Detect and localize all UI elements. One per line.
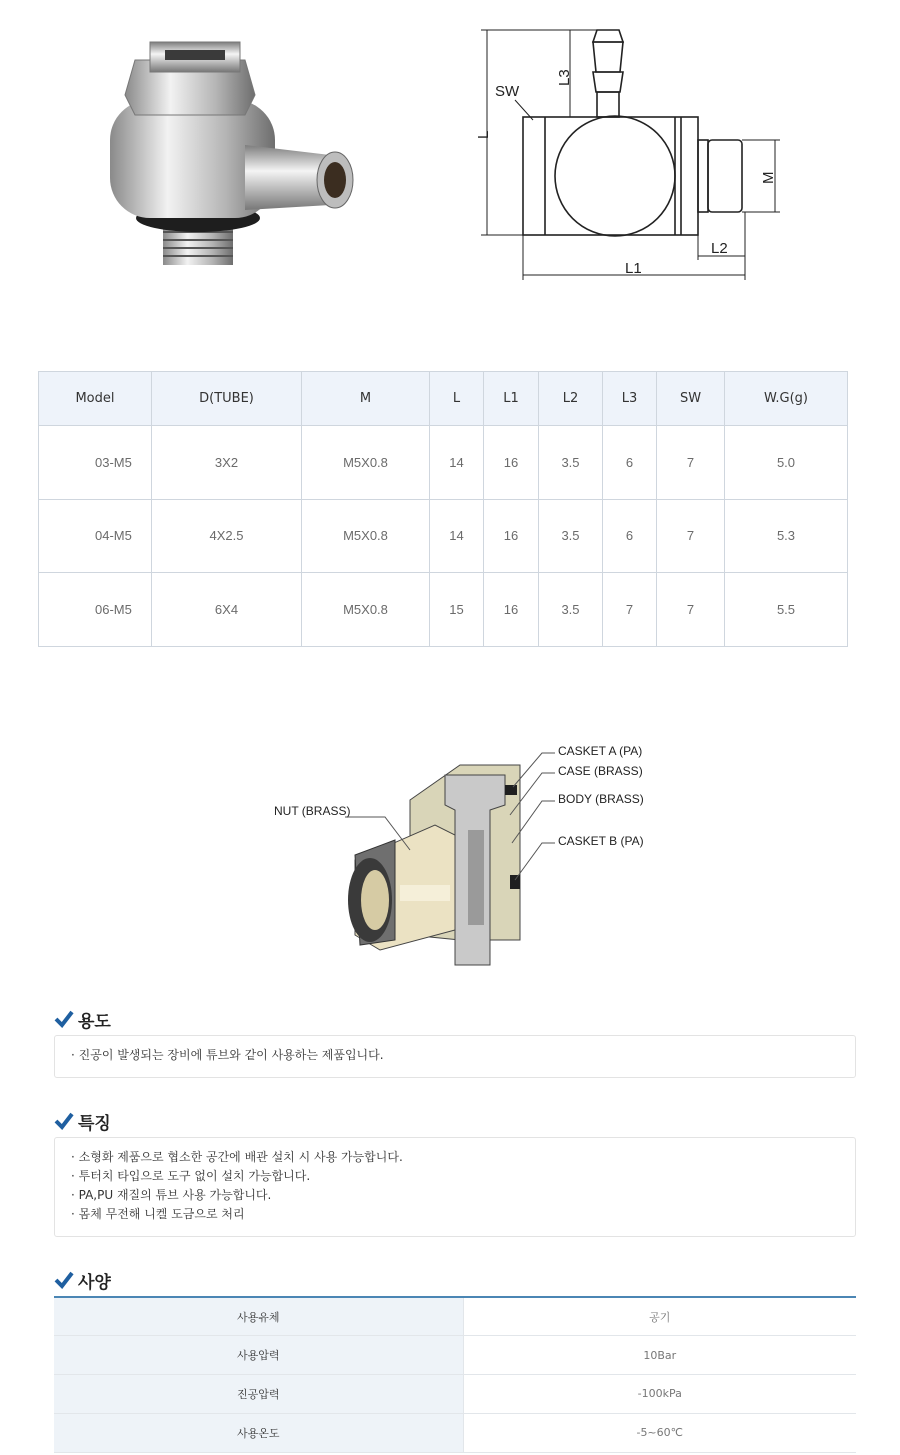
part-label-casket-a: CASKET A (PA) (558, 744, 643, 758)
spec-title: 사양 (78, 1272, 111, 1293)
table-cell: 03-M5 (39, 426, 152, 500)
column-header-l1: L1 (484, 372, 539, 426)
spec-key: 사용유체 (54, 1297, 463, 1336)
table-row (39, 426, 848, 500)
table-cell: 7 (603, 573, 657, 647)
spec-value: -5~60℃ (463, 1413, 856, 1452)
table-row (39, 573, 848, 647)
feature-line: · 몸체 무전해 니켈 도금으로 처리 (71, 1207, 245, 1221)
spec-heading (54, 1268, 111, 1292)
dim-label-sw: SW (495, 83, 520, 100)
dim-label-l1: L1 (625, 260, 642, 277)
table-cell: 7 (657, 499, 725, 573)
table-cell: 16 (484, 426, 539, 500)
features-heading (54, 1109, 111, 1133)
column-header-l3: L3 (603, 372, 657, 426)
dim-label-l: L (475, 130, 492, 139)
table-cell: 16 (484, 573, 539, 647)
table-cell: 6 (603, 499, 657, 573)
usage-heading (54, 1007, 111, 1031)
table-row (54, 1297, 856, 1336)
spec-value: -100kPa (463, 1375, 856, 1414)
column-header-l: L (430, 372, 484, 426)
spec-key: 진공압력 (54, 1375, 463, 1414)
table-cell: 15 (430, 573, 484, 647)
part-label-casket-b: CASKET B (PA) (558, 834, 644, 848)
spec-value: 공기 (463, 1297, 856, 1336)
table-cell: 06-M5 (39, 573, 152, 647)
column-header-tube: D(TUBE) (152, 372, 302, 426)
table-cell: 3.5 (539, 426, 603, 500)
table-cell: 6X4 (152, 573, 302, 647)
part-label-case: CASE (BRASS) (558, 764, 643, 778)
table-cell: 4X2.5 (152, 499, 302, 573)
usage-title: 용도 (78, 1011, 111, 1032)
dim-label-l3: L3 (556, 69, 573, 86)
check-icon (54, 1010, 74, 1028)
table-cell: M5X0.8 (302, 573, 430, 647)
cutaway-diagram (260, 735, 660, 975)
table-cell: 7 (657, 573, 725, 647)
table-cell: 5.0 (725, 426, 848, 500)
table-cell: 6 (603, 426, 657, 500)
table-row (54, 1413, 856, 1452)
table-cell: M5X0.8 (302, 499, 430, 573)
features-box (54, 1137, 856, 1237)
table-cell: 3X2 (152, 426, 302, 500)
product-visuals (0, 0, 900, 340)
spec-table (54, 1296, 856, 1453)
spec-value: 10Bar (463, 1336, 856, 1375)
column-header-m: M (302, 372, 430, 426)
part-label-nut: NUT (BRASS) (274, 804, 351, 818)
features-title: 특징 (78, 1113, 111, 1134)
table-cell: 5.5 (725, 573, 848, 647)
column-header-model: Model (39, 372, 152, 426)
column-header-weight: W.G(g) (725, 372, 848, 426)
table-cell: 3.5 (539, 573, 603, 647)
column-header-sw: SW (657, 372, 725, 426)
table-cell: 5.3 (725, 499, 848, 573)
table-cell: 7 (657, 426, 725, 500)
table-row (39, 499, 848, 573)
dim-label-m: M (760, 171, 777, 184)
usage-box (54, 1035, 856, 1078)
spec-key: 사용압력 (54, 1336, 463, 1375)
table-cell: 04-M5 (39, 499, 152, 573)
spec-key: 사용온도 (54, 1413, 463, 1452)
usage-line: · 진공이 발생되는 장비에 튜브와 같이 사용하는 제품입니다. (71, 1048, 384, 1062)
table-cell: 14 (430, 426, 484, 500)
table-cell: 3.5 (539, 499, 603, 573)
table-header-row (39, 372, 848, 426)
feature-line: · 투터치 타입으로 도구 없이 설치 가능합니다. (71, 1169, 311, 1183)
column-header-l2: L2 (539, 372, 603, 426)
table-row (54, 1375, 856, 1414)
dim-label-l2: L2 (711, 240, 728, 257)
feature-line: · 소형화 제품으로 협소한 공간에 배관 설치 시 사용 가능합니다. (71, 1150, 403, 1164)
table-row (54, 1336, 856, 1375)
model-table (38, 371, 848, 647)
table-cell: 14 (430, 499, 484, 573)
part-label-body: BODY (BRASS) (558, 792, 644, 806)
table-cell: 16 (484, 499, 539, 573)
feature-line: · PA,PU 재질의 튜브 사용 가능합니다. (71, 1188, 272, 1202)
check-icon (54, 1271, 74, 1289)
product-photo (95, 20, 375, 280)
check-icon (54, 1112, 74, 1130)
dimension-drawing (465, 20, 785, 290)
table-cell: M5X0.8 (302, 426, 430, 500)
